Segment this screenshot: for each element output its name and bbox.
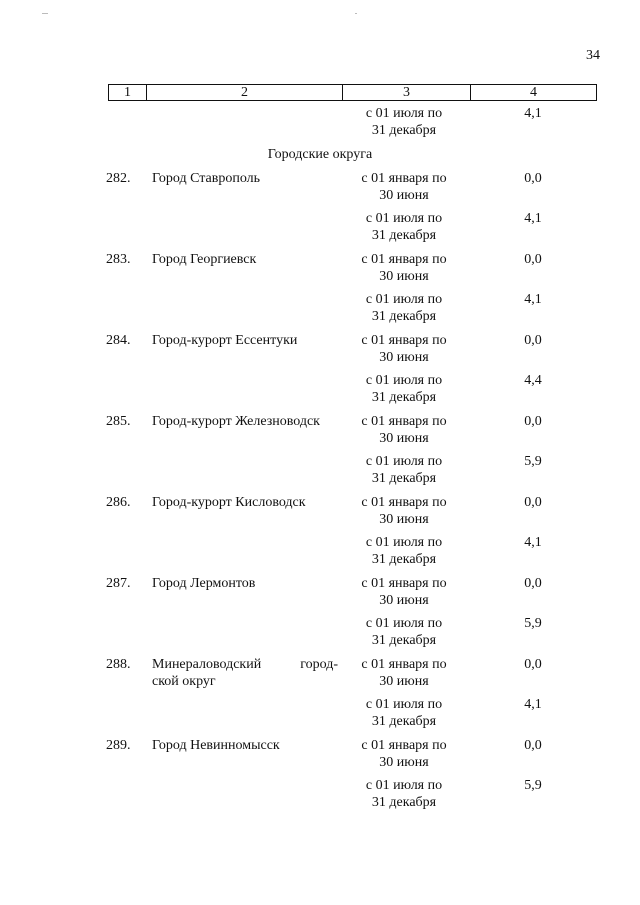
period-first-half bbox=[344, 170, 464, 204]
period-second-half bbox=[344, 372, 464, 406]
value-second-half: 4,1 bbox=[524, 211, 542, 226]
territory-name: Город Лермонтов bbox=[152, 576, 256, 591]
value-first-half: 0,0 bbox=[524, 252, 542, 267]
period-line: 30 июня bbox=[379, 755, 429, 770]
period-second-half bbox=[344, 210, 464, 244]
section-title: Городские округа bbox=[267, 147, 373, 162]
scan-mark bbox=[355, 13, 357, 14]
period-line: с 01 января по bbox=[361, 495, 447, 510]
territory-name: Город Ставрополь bbox=[152, 171, 261, 186]
period-line: с 01 июля по bbox=[365, 697, 443, 712]
period-line: 31 декабря bbox=[371, 552, 437, 567]
period-second-half bbox=[344, 534, 464, 568]
value-second-half: 4,1 bbox=[524, 292, 542, 307]
period-first-half bbox=[344, 737, 464, 771]
period-line: 30 июня bbox=[379, 350, 429, 365]
period-first-half bbox=[344, 332, 464, 366]
row-number: 285. bbox=[106, 414, 131, 429]
territory-name: Город Георгиевск bbox=[152, 252, 257, 267]
period-first-half bbox=[344, 251, 464, 285]
period-line: 31 декабря bbox=[371, 795, 437, 810]
carry-over-period bbox=[344, 105, 464, 139]
value-first-half: 0,0 bbox=[524, 576, 542, 591]
territory-name-line: Минераловодский город- bbox=[152, 657, 338, 672]
territory-name-line: ской округ bbox=[152, 674, 216, 689]
period-line: с 01 июля по bbox=[365, 535, 443, 550]
value-first-half: 0,0 bbox=[524, 657, 542, 672]
territory-name: Город Невинномысск bbox=[152, 738, 280, 753]
period-line: с 01 января по bbox=[361, 252, 447, 267]
value-first-half: 0,0 bbox=[524, 333, 542, 348]
page-number: 34 bbox=[586, 48, 600, 63]
period-second-half bbox=[344, 291, 464, 325]
period-line: с 01 июля по bbox=[365, 292, 443, 307]
value-second-half: 5,9 bbox=[524, 778, 542, 793]
column-header-1: 1 bbox=[124, 85, 131, 100]
value-second-half: 4,4 bbox=[524, 373, 542, 388]
value-second-half: 5,9 bbox=[524, 454, 542, 469]
territory-name bbox=[152, 656, 338, 690]
period-second-half bbox=[344, 453, 464, 487]
row-number: 287. bbox=[106, 576, 131, 591]
period-line: 31 декабря bbox=[371, 309, 437, 324]
period-line: с 01 января по bbox=[361, 738, 447, 753]
value-first-half: 0,0 bbox=[524, 495, 542, 510]
column-header-2: 2 bbox=[146, 85, 342, 100]
period-line: с 01 января по bbox=[361, 414, 447, 429]
territory-name: Город-курорт Железноводск bbox=[152, 414, 320, 429]
period-line: с 01 июля по bbox=[365, 211, 443, 226]
row-number: 286. bbox=[106, 495, 131, 510]
territory-name: Город-курорт Кисловодск bbox=[152, 495, 306, 510]
period-line: 31 декабря bbox=[371, 228, 437, 243]
value-second-half: 5,9 bbox=[524, 616, 542, 631]
period-line: 31 декабря bbox=[371, 633, 437, 648]
period-line: 30 июня bbox=[379, 593, 429, 608]
period-line: с 01 июля по bbox=[365, 454, 443, 469]
period-first-half bbox=[344, 413, 464, 447]
period-line: с 01 января по bbox=[361, 171, 447, 186]
period-first-half bbox=[344, 494, 464, 528]
period-line: 30 июня bbox=[379, 188, 429, 203]
period-line: с 01 июля по bbox=[365, 106, 443, 121]
period-line: 30 июня bbox=[379, 431, 429, 446]
carry-over-value: 4,1 bbox=[524, 106, 542, 121]
period-line: 30 июня bbox=[379, 269, 429, 284]
period-line: 30 июня bbox=[379, 512, 429, 527]
row-number: 288. bbox=[106, 657, 131, 672]
value-second-half: 4,1 bbox=[524, 535, 542, 550]
period-line: с 01 июля по bbox=[365, 778, 443, 793]
value-first-half: 0,0 bbox=[524, 171, 542, 186]
period-line: с 01 июля по bbox=[365, 616, 443, 631]
period-second-half bbox=[344, 696, 464, 730]
column-header-3: 3 bbox=[342, 85, 470, 100]
table-header bbox=[108, 84, 597, 101]
period-line: 30 июня bbox=[379, 674, 429, 689]
value-second-half: 4,1 bbox=[524, 697, 542, 712]
period-first-half bbox=[344, 656, 464, 690]
row-number: 284. bbox=[106, 333, 131, 348]
period-line: 31 декабря bbox=[371, 390, 437, 405]
scan-mark bbox=[42, 13, 48, 14]
territory-name: Город-курорт Ессентуки bbox=[152, 333, 298, 348]
period-line: с 01 января по bbox=[361, 657, 447, 672]
row-number: 283. bbox=[106, 252, 131, 267]
period-second-half bbox=[344, 615, 464, 649]
period-first-half bbox=[344, 575, 464, 609]
period-line: с 01 января по bbox=[361, 333, 447, 348]
row-number: 289. bbox=[106, 738, 131, 753]
value-first-half: 0,0 bbox=[524, 738, 542, 753]
period-line: с 01 июля по bbox=[365, 373, 443, 388]
value-first-half: 0,0 bbox=[524, 414, 542, 429]
row-number: 282. bbox=[106, 171, 131, 186]
period-line: с 01 января по bbox=[361, 576, 447, 591]
period-line: 31 декабря bbox=[371, 714, 437, 729]
period-line: 31 декабря bbox=[371, 123, 437, 138]
column-header-4: 4 bbox=[470, 85, 596, 100]
period-line: 31 декабря bbox=[371, 471, 437, 486]
period-second-half bbox=[344, 777, 464, 811]
